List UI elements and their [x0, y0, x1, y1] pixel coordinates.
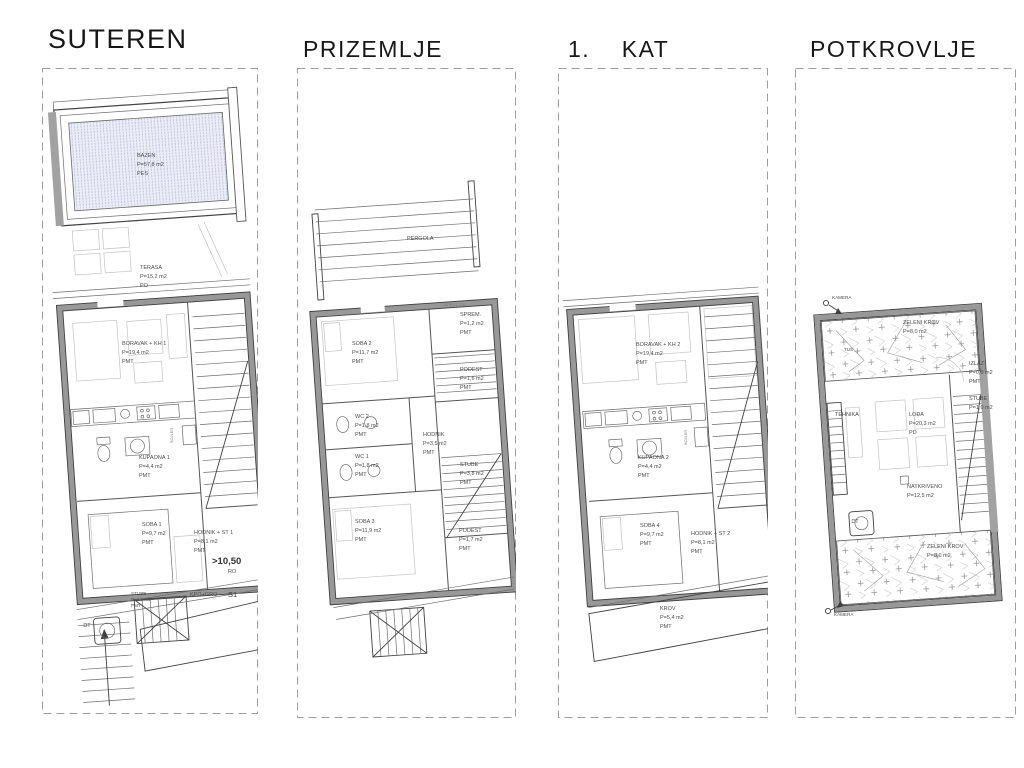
pool — [47, 87, 246, 234]
room-area: P=8,1 m2 — [194, 539, 218, 545]
room-area: P=1,7 m2 — [459, 537, 483, 543]
room-name: HODNIK + ST 1 — [194, 530, 234, 536]
pergola — [310, 181, 481, 300]
section-mark-s1: S1 — [228, 590, 238, 599]
room-name: SOBA 1 — [142, 522, 162, 528]
boiler-label: BOJLER — [683, 429, 688, 445]
room-area: P=5,4 m2 — [660, 615, 684, 621]
floorplan-prizemlje — [297, 68, 516, 718]
dt-label: DT — [851, 519, 859, 525]
room-floor: PMT — [355, 432, 367, 438]
panel-prizemlje — [297, 68, 516, 718]
room-name: NATKRIVENO — [907, 484, 943, 490]
room-floor: PMT — [131, 603, 141, 608]
room-floor: PMT — [459, 546, 471, 552]
floorplan-potkrovlje — [795, 68, 1016, 718]
room-name: KROV — [660, 606, 676, 612]
room-name: STUBE — [460, 462, 479, 468]
room-floor: PMT — [142, 540, 154, 546]
room-area: P=11,7 m2 — [352, 350, 379, 356]
camera-icon — [823, 300, 828, 305]
room-name: KUPAONA 1 — [139, 455, 170, 461]
room-area: P=1,8 m2 — [355, 423, 379, 429]
room-floor: PMT — [355, 537, 367, 543]
room-area: P=9,7 m2 — [640, 532, 664, 538]
camera-label: KAMERA — [834, 612, 854, 617]
level-code: RO — [228, 569, 237, 575]
room-name: STUBE — [131, 591, 147, 596]
room-name: LOĐA — [909, 412, 924, 418]
entrance-stair — [78, 622, 136, 707]
room-name: SPREM. — [460, 312, 482, 318]
room-name: HODNIK + ST 2 — [691, 531, 731, 537]
room-name: BORAVAK + KH 2 — [636, 342, 681, 348]
room-floor: PD — [909, 430, 917, 436]
room-name: WC 2 — [355, 414, 369, 420]
panel-title-suteren: SUTEREN — [48, 24, 188, 54]
note-el-en: ATIP EL.EN — [444, 302, 465, 307]
room-floor: PMT — [460, 330, 472, 336]
room-area: P=1,0 m2 — [969, 405, 993, 411]
room-area: P=15,2 m2 — [140, 274, 167, 280]
room-name: HODNIK — [423, 432, 445, 438]
dt-label: DT — [83, 623, 91, 629]
room-area: P=0,9 m2 — [969, 370, 993, 376]
room-area: P=4,4 m2 — [638, 464, 662, 470]
panel-suteren — [42, 68, 258, 714]
level-height: >10,50 — [212, 556, 242, 567]
room-name: PODEST — [459, 528, 482, 534]
dt-box — [93, 617, 121, 645]
room-area: P=8,1 m2 — [691, 540, 715, 546]
room-name: ZELENI KROV — [903, 320, 940, 326]
pergola-label: PERGOLA — [407, 236, 434, 242]
green-roof-bottom — [837, 530, 995, 605]
room-area: P=3,5 m2 — [423, 441, 447, 447]
room-floor: PMT — [423, 450, 435, 456]
room-floor: PMT — [969, 379, 981, 385]
room-floor: PMT — [660, 624, 672, 630]
room-name: SOBA 3 — [355, 519, 375, 525]
panel-title-prizemlje: PRIZEMLJE — [303, 36, 444, 62]
floorplan-suteren — [42, 68, 258, 714]
panel-kat — [558, 68, 768, 718]
room-area: P=19,4 m2 — [636, 351, 663, 357]
room-floor: PMT — [640, 541, 652, 547]
panel-title-kat: 1. KAT — [568, 36, 670, 62]
room-floor: PMT — [636, 360, 648, 366]
room-area: P=12,5 m2 — [907, 493, 934, 499]
tehnika-label: TEHNIKA — [835, 412, 859, 418]
room-area: P=1,6 m2 — [460, 376, 484, 382]
room-area: P=20,3 m2 — [909, 421, 936, 427]
room-name: BORAVAK + KH 1 — [122, 341, 167, 347]
panel-title-potkrovlje: POTKROVLJE — [810, 36, 978, 62]
room-area: P=3,8 m2 — [460, 471, 484, 477]
room-floor: PMT — [122, 359, 134, 365]
room-area: P=9,7 m2 — [142, 531, 166, 537]
room-area: P=1,8 m2 — [131, 597, 151, 602]
room-name: SOBA 4 — [640, 523, 660, 529]
room-floor: PMT — [460, 480, 472, 486]
room-name: WC 1 — [355, 454, 369, 460]
unit-walls — [310, 297, 516, 604]
room-name: KUPAONA 2 — [638, 455, 669, 461]
annotation-kpo-gro: KPO+GRO — [190, 592, 218, 598]
shower-label: TUŠ — [844, 347, 854, 352]
room-floor: PES — [137, 171, 149, 177]
room-floor: PMT — [691, 549, 703, 555]
room-name: PODEST — [460, 367, 483, 373]
room-name: TERASA — [140, 265, 163, 271]
room-area: P=19,4 m2 — [122, 350, 149, 356]
room-name: STUBE — [969, 396, 988, 402]
room-area: P=1,8 m2 — [355, 463, 379, 469]
room-floor: PMT — [638, 473, 650, 479]
room-area: P=57,8 m2 — [137, 162, 164, 168]
room-floor: PO — [140, 283, 148, 289]
room-floor: PMT — [352, 359, 364, 365]
panel-potkrovlje — [795, 68, 1016, 718]
room-area: P=8,0 m2 — [903, 329, 927, 335]
camera-label: KAMERA — [832, 295, 852, 300]
room-name: ZELENI KROV — [927, 544, 964, 550]
room-name: SOBA 2 — [352, 341, 372, 347]
room-area: P=8,0 m2 — [927, 553, 951, 559]
room-floor: PMT — [194, 548, 206, 554]
room-floor: PMT — [460, 385, 472, 391]
room-floor: PMT — [355, 472, 367, 478]
room-name: IZLAZ — [969, 361, 984, 367]
room-name: BAZEN — [137, 153, 156, 159]
camera-icon — [825, 608, 830, 613]
terrace — [48, 219, 250, 299]
floorplan-kat — [558, 68, 768, 718]
room-area: P=1,2 m2 — [460, 321, 484, 327]
room-area: P=11,9 m2 — [355, 528, 382, 534]
room-area: P=4,4 m2 — [139, 464, 163, 470]
room-floor: PMT — [139, 473, 151, 479]
boiler-label: BOJLER — [169, 427, 174, 443]
